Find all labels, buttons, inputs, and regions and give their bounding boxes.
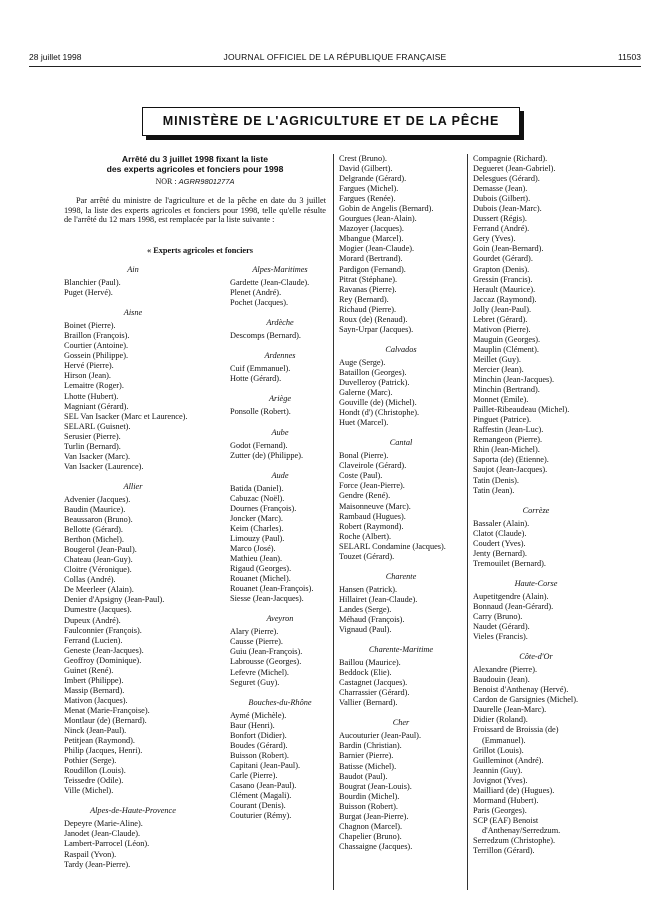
department-heading: Charente-Maritime <box>368 645 434 655</box>
department-heading: Ardèche <box>266 318 294 328</box>
expert-entry: Ferrand (Lucien). <box>64 635 123 645</box>
section-spacer <box>230 688 330 697</box>
expert-entry: Claveirole (Gérard). <box>339 461 407 471</box>
expert-entry: Casano (Jean-Paul). <box>230 780 297 790</box>
department-heading: Ain <box>127 265 139 274</box>
section-spacer <box>230 308 330 317</box>
expert-entry: Aymé (Michèle). <box>230 710 287 720</box>
expert-entry: Limouzy (Paul). <box>230 533 285 543</box>
expert-entry: Dubois (Gilbert). <box>473 194 531 204</box>
expert-entry: Baur (Henri). <box>230 720 275 730</box>
department-heading: Allier <box>123 481 143 491</box>
expert-entry: Mazoyer (Jacques). <box>339 224 404 234</box>
section-spacer <box>64 298 202 307</box>
expert-entry: Tatin (Denis). <box>473 475 519 485</box>
expert-entry: Auge (Serge). <box>339 357 386 367</box>
expert-entry: Couturier (Rémy). <box>230 811 292 821</box>
expert-entry: Lambert-Parrocel (Léon). <box>64 839 150 849</box>
expert-entry: Cabuzac (Noël). <box>230 493 285 503</box>
expert-entry: Buisson (Robert). <box>339 801 398 811</box>
expert-entry: De Meerleer (Alain). <box>64 585 134 595</box>
expert-entry: Boudes (Gérard). <box>230 740 288 750</box>
section-spacer <box>230 604 330 613</box>
section-spacer <box>473 496 599 505</box>
expert-entry: Menat (Marie-Françoise). <box>64 705 150 715</box>
expert-entry: Bourdin (Michel). <box>339 791 400 801</box>
expert-entry: Mauplin (Clément). <box>473 344 539 354</box>
expert-entry: Grillot (Louis). <box>473 745 524 755</box>
expert-entry: Galerne (Marc). <box>339 388 393 398</box>
section-spacer <box>473 642 599 651</box>
expert-entry: Ferrand (André). <box>473 224 530 234</box>
department-heading: Aisne <box>123 308 143 318</box>
expert-entry: Demasse (Jean). <box>473 184 528 194</box>
expert-entry: Advenier (Jacques). <box>64 494 131 504</box>
expert-entry: SCP (EAF) Benoist d'Anthenay/Serredzum. <box>473 815 561 835</box>
expert-entry: Bonnaud (Jean-Gérard). <box>473 601 554 611</box>
expert-entry: Mogier (Jean-Claude). <box>339 244 415 254</box>
expert-entry: Delgrande (Gérard). <box>339 174 407 184</box>
expert-entry: Meillet (Guy). <box>473 354 521 364</box>
expert-entry: Gobin de Angelis (Bernard). <box>339 204 434 214</box>
expert-entry: Massip (Bernard). <box>64 685 125 695</box>
expert-entry: Coudert (Yves). <box>473 538 526 548</box>
expert-entry: Puget (Hervé). <box>64 288 113 298</box>
expert-entry: Raspail (Yvon). <box>64 849 117 859</box>
expert-entry: Labrousse (Georges). <box>230 657 302 667</box>
expert-entry: Chapelier (Bruno). <box>339 831 402 841</box>
expert-entry: Naudet (Gérard). <box>473 622 530 632</box>
department-heading: Cher <box>392 718 410 728</box>
expert-entry: Van Isacker (Laurence). <box>64 461 144 471</box>
expert-entry: Roux (de) (Renaud). <box>339 314 408 324</box>
expert-entry: Mormand (Hubert). <box>473 795 539 805</box>
expert-entry: Gourgues (Jean-Alain). <box>339 214 417 224</box>
expert-entry: Force (Jean-Pierre). <box>339 481 405 491</box>
expert-entry: Jovignot (Yves). <box>473 775 528 785</box>
expert-entry: Aucouturier (Jean-Paul). <box>339 731 422 741</box>
expert-entry: Imbert (Philippe). <box>64 675 124 685</box>
expert-entry: Tatin (Jean). <box>473 485 515 495</box>
expert-entry: SELARL (Guisnet). <box>64 421 131 431</box>
expert-entry: Descomps (Bernard). <box>230 331 301 341</box>
expert-entry: Froissard de Broissia (de) (Emmanuel). <box>473 725 559 745</box>
section-spacer <box>339 335 463 344</box>
expert-entry: Marco (José). <box>230 543 276 553</box>
department-heading: Aveyron <box>266 614 294 624</box>
expert-entry: Bougrat (Jean-Louis). <box>339 781 412 791</box>
expert-entry: Jolly (Jean-Paul). <box>473 304 532 314</box>
expert-entry: Rouanet (Michel). <box>230 574 291 584</box>
expert-entry: Gendre (René). <box>339 491 391 501</box>
expert-entry: Clément (Magali). <box>230 791 292 801</box>
expert-entry: Braillon (François). <box>64 331 130 341</box>
header-rule <box>29 66 641 67</box>
expert-entry: Guiu (Jean-François). <box>230 647 303 657</box>
expert-entry: Rey (Bernard). <box>339 294 389 304</box>
expert-entry: Vieles (Francis). <box>473 632 528 642</box>
expert-entry: Burgat (Jean-Pierre). <box>339 811 409 821</box>
expert-entry: Mailliard (de) (Hugues). <box>473 785 555 795</box>
expert-entry: Richaud (Pierre). <box>339 304 397 314</box>
department-heading: Ardennes <box>264 351 296 361</box>
expert-entry: Landes (Serge). <box>339 604 392 614</box>
expert-entry: Gossein (Philippe). <box>64 351 129 361</box>
column-divider <box>333 154 334 890</box>
department-heading: Aube <box>271 427 289 437</box>
expert-entry: Huet (Marcel). <box>339 418 389 428</box>
expert-entry: Baudot (Paul). <box>339 771 388 781</box>
expert-entry: Bardin (Christian). <box>339 741 402 751</box>
expert-entry: Vignaud (Paul). <box>339 625 392 635</box>
expert-entry: Tardy (Jean-Pierre). <box>64 859 131 869</box>
expert-entry: Dumestre (Jacques). <box>64 605 132 615</box>
expert-entry: Fargues (Michel). <box>339 184 399 194</box>
section-spacer <box>230 384 330 393</box>
expert-entry: Mathieu (Jean). <box>230 554 283 564</box>
expert-entry: Carle (Pierre). <box>230 770 278 780</box>
expert-entry: Charrassier (Gérard). <box>339 688 410 698</box>
column-2 <box>230 264 330 821</box>
expert-entry: Crest (Bruno). <box>339 154 387 163</box>
expert-entry: Zutter (de) (Philippe). <box>230 450 304 460</box>
department-heading: Corrèze <box>522 505 550 515</box>
expert-entry: Dubois (Jean-Marc). <box>473 204 542 214</box>
expert-entry: Batida (Daniel). <box>230 483 284 493</box>
expert-entry: Alary (Pierre). <box>230 627 279 637</box>
expert-entry: Boinet (Pierre). <box>64 321 116 331</box>
expert-entry: Dussert (Régis). <box>473 214 527 224</box>
expert-entry: Grapton (Denis). <box>473 264 530 274</box>
expert-entry: Minchin (Bertrand). <box>473 385 540 395</box>
section-spacer <box>230 418 330 427</box>
expert-entry: Vallier (Bernard). <box>339 698 398 708</box>
expert-entry: Touzet (Gérard). <box>339 551 395 561</box>
column-1 <box>64 264 202 870</box>
expert-entry: Saporta (de) (Etienne). <box>473 455 549 465</box>
expert-entry: Ravanas (Pierre). <box>339 284 397 294</box>
expert-entry: Chateau (Jean-Guy). <box>64 555 133 565</box>
expert-entry: Geneste (Jean-Jacques). <box>64 645 144 655</box>
expert-entry: Hirson (Jean). <box>64 371 112 381</box>
expert-entry: Magniant (Gérard). <box>64 401 129 411</box>
expert-entry: Blanchier (Paul). <box>64 278 121 288</box>
section-heading: « Experts agricoles et fonciers <box>147 246 253 255</box>
expert-entry: Herault (Maurice). <box>473 284 536 294</box>
expert-entry: Hondt (d') (Christophe). <box>339 408 420 418</box>
column-4 <box>473 154 599 856</box>
expert-entry: Mativon (Jacques). <box>64 695 128 705</box>
section-spacer <box>339 562 463 571</box>
expert-entry: Daurelle (Jean-Marc). <box>473 705 547 715</box>
expert-entry: Mercier (Jean). <box>473 364 524 374</box>
expert-entry: Turlin (Bernard). <box>64 441 121 451</box>
expert-entry: Fargues (Renée). <box>339 194 396 204</box>
section-spacer <box>473 569 599 578</box>
expert-entry: Batisse (Michel). <box>339 761 397 771</box>
expert-entry: Teissedre (Odile). <box>64 776 124 786</box>
expert-entry: Castagnet (Jacques). <box>339 678 408 688</box>
expert-entry: Collas (André). <box>64 575 116 585</box>
expert-entry: Hervé (Pierre). <box>64 361 114 371</box>
expert-entry: Goin (Jean-Bernard). <box>473 244 544 254</box>
expert-entry: Gourdet (Gérard). <box>473 254 533 264</box>
expert-entry: Baudouin (Jean). <box>473 675 530 685</box>
department-heading: Calvados <box>385 344 417 354</box>
expert-entry: Bassaler (Alain). <box>473 518 530 528</box>
expert-entry: Denier d'Apsigny (Jean-Paul). <box>64 595 165 605</box>
expert-entry: Baillou (Maurice). <box>339 658 401 668</box>
expert-entry: Gardette (Jean-Claude). <box>230 278 310 288</box>
expert-entry: Robert (Raymond). <box>339 521 404 531</box>
expert-entry: Cuif (Emmanuel). <box>230 364 291 374</box>
expert-entry: Maisonneuve (Marc). <box>339 501 411 511</box>
expert-entry: Dupeux (André). <box>64 615 121 625</box>
expert-entry: SELARL Condamine (Jacques). <box>339 541 446 551</box>
department-heading: Charente <box>385 571 417 581</box>
expert-entry: Benoist d'Anthenay (Hervé). <box>473 685 569 695</box>
expert-entry: Causse (Pierre). <box>230 637 283 647</box>
expert-entry: Geoffroy (Dominique). <box>64 655 142 665</box>
expert-entry: Mativon (Pierre). <box>473 324 531 334</box>
expert-entry: Rhin (Jean-Michel). <box>473 445 540 455</box>
expert-entry: Montlaur (de) (Bernard). <box>64 715 147 725</box>
expert-entry: Ville (Michel). <box>64 786 114 796</box>
expert-entry: Gouville (de) (Michel). <box>339 398 417 408</box>
expert-entry: Tremouilet (Bernard). <box>473 558 546 568</box>
expert-entry: Saujot (Jean-Jacques). <box>473 465 548 475</box>
section-spacer <box>64 796 202 805</box>
expert-entry: Lebret (Gérard). <box>473 314 528 324</box>
expert-entry: Bonfort (Didier). <box>230 730 287 740</box>
header-page-number: 11503 <box>617 52 641 62</box>
header-date: 28 juillet 1998 <box>29 52 82 62</box>
expert-entry: Alexandre (Pierre). <box>473 665 538 675</box>
department-heading: Cantal <box>389 438 413 448</box>
department-heading: Ariège <box>268 394 292 404</box>
expert-entry: Bonal (Pierre). <box>339 451 389 461</box>
expert-entry: Delesgues (Gérard). <box>473 174 540 184</box>
expert-entry: Coste (Paul). <box>339 471 383 481</box>
expert-entry: Guilleminot (André). <box>473 755 544 765</box>
expert-entry: Mauguin (Georges). <box>473 334 541 344</box>
nor-label: NOR : <box>155 177 177 186</box>
section-spacer <box>230 341 330 350</box>
expert-entry: Clatot (Claude). <box>473 528 527 538</box>
expert-entry: Degueret (Jean-Gabriel). <box>473 164 556 174</box>
expert-entry: Roudillon (Louis). <box>64 766 126 776</box>
department-heading: Côte-d'Or <box>519 652 553 662</box>
expert-entry: Faulconnier (François). <box>64 625 142 635</box>
expert-entry: Seguret (Guy). <box>230 677 280 687</box>
expert-entry: Hillairet (Jean-Claude). <box>339 594 418 604</box>
expert-entry: Depeyre (Marie-Aline). <box>64 819 143 829</box>
expert-entry: Beddock (Elie). <box>339 668 392 678</box>
arrete-title-line-1: Arrêté du 3 juillet 1998 fixant la liste <box>121 154 269 164</box>
expert-entry: Morard (Bertrand). <box>339 254 403 264</box>
expert-entry: Dournes (François). <box>230 503 297 513</box>
section-spacer <box>339 635 463 644</box>
expert-entry: Berthon (Michel). <box>64 535 124 545</box>
expert-entry: Jeannin (Guy). <box>473 765 523 775</box>
expert-entry: Duvelleroy (Patrick). <box>339 377 410 387</box>
expert-entry: Ninck (Jean-Paul). <box>64 726 127 736</box>
expert-entry: Raffestin (Jean-Luc). <box>473 425 544 435</box>
expert-entry: Lemaitre (Roger). <box>64 381 124 391</box>
expert-entry: Keim (Charles). <box>230 523 284 533</box>
expert-entry: Bellotte (Gérard). <box>64 525 123 535</box>
nor-code: AGRR9801277A <box>178 177 235 186</box>
expert-entry: Guinet (René). <box>64 665 114 675</box>
expert-entry: Janodet (Jean-Claude). <box>64 829 141 839</box>
expert-entry: Minchin (Jean-Jacques). <box>473 375 555 385</box>
department-heading: Alpes-Maritimes <box>252 265 308 274</box>
department-heading: Haute-Corse <box>514 578 558 588</box>
expert-entry: Chassaigne (Jacques). <box>339 841 413 851</box>
expert-entry: Van Isacker (Marc). <box>64 451 131 461</box>
expert-entry: Carry (Bruno). <box>473 612 523 622</box>
expert-entry: Beaussaron (Bruno). <box>64 515 133 525</box>
expert-entry: Rouanet (Jean-François). <box>230 584 314 594</box>
expert-entry: SEL Van Isacker (Marc et Laurence). <box>64 411 188 421</box>
expert-entry: Chagnon (Marcel). <box>339 821 403 831</box>
expert-entry: Jenty (Bernard). <box>473 548 527 558</box>
section-spacer <box>230 461 330 470</box>
expert-entry: Sayn-Urpar (Jacques). <box>339 324 414 334</box>
section-spacer <box>339 708 463 717</box>
department-heading: Aude <box>271 470 289 480</box>
expert-entry: Terrillon (Gérard). <box>473 846 535 856</box>
expert-entry: Rambaud (Hugues). <box>339 511 406 521</box>
preamble-paragraph: Par arrêté du ministre de l'agriculture et de la pêche en date du 3 juillet 1998, la liste des experts agricoles et fonciers pour 1998, telle qu'elle résulte de l'arrêté du 12 mars 1998, est remplacée par la liste suivante : <box>64 196 326 225</box>
expert-entry: Rigaud (Georges). <box>230 564 292 574</box>
section-spacer <box>64 472 202 481</box>
nor-reference <box>64 177 326 186</box>
expert-entry: Pinguet (Patrice). <box>473 415 532 425</box>
expert-entry: Courtier (Antoine). <box>64 341 129 351</box>
expert-entry: Baudin (Maurice). <box>64 504 126 514</box>
expert-entry: Cloitre (Véronique). <box>64 565 132 575</box>
expert-entry: Bougerol (Jean-Paul). <box>64 545 137 555</box>
expert-entry: Pitrat (Stéphane). <box>339 274 398 284</box>
ministry-banner: MINISTÈRE DE L'AGRICULTURE ET DE LA PÊCHE <box>142 107 520 136</box>
department-heading: Bouches-du-Rhône <box>248 697 312 707</box>
expert-entry: Barnier (Pierre). <box>339 751 394 761</box>
expert-entry: David (Gilbert). <box>339 164 393 174</box>
expert-entry: Cardon de Garsignies (Michel). <box>473 695 579 705</box>
expert-entry: Roche (Albert). <box>339 531 392 541</box>
expert-entry: Mbangue (Marcel). <box>339 234 404 244</box>
expert-entry: Hansen (Patrick). <box>339 584 398 594</box>
header-journal-title: JOURNAL OFFICIEL DE LA RÉPUBLIQUE FRANÇAISE <box>223 52 447 62</box>
department-heading: Alpes-de-Haute-Provence <box>90 806 176 816</box>
expert-entry: Ponsolle (Robert). <box>230 407 291 417</box>
expert-entry: Joncker (Marc). <box>230 513 283 523</box>
column-divider <box>467 154 468 890</box>
arrete-title-line-2: des experts agricoles et fonciers pour 1998 <box>106 164 284 174</box>
expert-entry: Paillet-Ribeaudeau (Michel). <box>473 405 570 415</box>
expert-entry: Siesse (Jean-Jacques). <box>230 594 304 604</box>
section-spacer <box>339 428 463 437</box>
expert-entry: Remangeon (Pierre). <box>473 435 543 445</box>
column-3 <box>339 154 463 852</box>
expert-entry: Pardigon (Fernand). <box>339 264 406 274</box>
expert-entry: Serusier (Pierre). <box>64 431 121 441</box>
expert-entry: Bataillon (Georges). <box>339 367 407 377</box>
expert-entry: Buisson (Robert). <box>230 750 289 760</box>
expert-entry: Pochet (Jacques). <box>230 298 289 308</box>
expert-entry: Lefevre (Michel). <box>230 667 289 677</box>
expert-entry: Petitjean (Raymond). <box>64 736 135 746</box>
expert-entry: Capitani (Jean-Paul). <box>230 760 301 770</box>
expert-entry: Jaccaz (Raymond). <box>473 294 537 304</box>
expert-entry: Gery (Yves). <box>473 234 516 244</box>
expert-entry: Compagnie (Richard). <box>473 154 548 163</box>
arrete-title <box>64 154 326 174</box>
page-header <box>29 52 641 64</box>
expert-entry: Pothier (Serge). <box>64 756 117 766</box>
expert-entry: Monnet (Emile). <box>473 395 529 405</box>
expert-entry: Hotte (Gérard). <box>230 374 282 384</box>
expert-entry: Didier (Roland). <box>473 715 528 725</box>
expert-entry: Serredzum (Christophe). <box>473 836 556 845</box>
expert-entry: Gressin (Francis). <box>473 274 533 284</box>
expert-entry: Lhotte (Hubert). <box>64 391 119 401</box>
expert-entry: Méhaud (François). <box>339 614 405 624</box>
expert-entry: Aupetitgendre (Alain). <box>473 591 549 601</box>
expert-entry: Philip (Jacques, Henri). <box>64 746 143 756</box>
expert-entry: Godot (Fernand). <box>230 440 288 450</box>
expert-entry: Courant (Denis). <box>230 801 286 811</box>
expert-entry: Plenet (André). <box>230 288 282 298</box>
expert-entry: Paris (Georges). <box>473 805 527 815</box>
